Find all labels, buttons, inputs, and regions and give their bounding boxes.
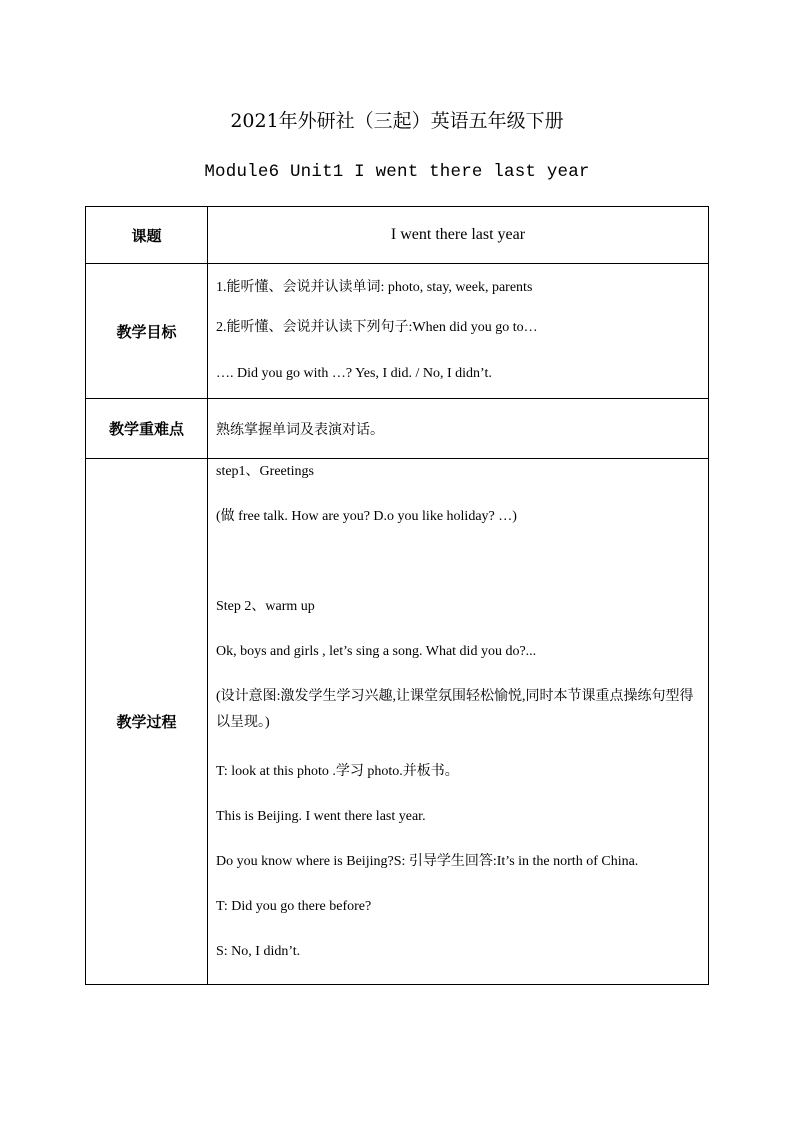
process-content	[208, 459, 709, 985]
key-points-value: 熟练掌握单词及表演对话。	[208, 399, 709, 459]
process-line: Step 2、warm up	[216, 599, 315, 614]
process-line: This is Beijing. I went there last year.	[216, 809, 426, 824]
goals-content	[208, 264, 709, 399]
process-label: 教学过程	[86, 459, 208, 985]
process-line: T: look at this photo .学习 photo.并板书。	[216, 764, 459, 779]
table-row-key-points	[86, 399, 709, 459]
goals-label: 教学目标	[86, 264, 208, 399]
goal-line-2: 2.能听懂、会说并认读下列句子:When did you go to…	[216, 320, 538, 335]
process-line: T: Did you go there before?	[216, 899, 372, 914]
document-title: 2021年外研社（三起）英语五年级下册	[230, 110, 564, 132]
lesson-plan-table	[85, 206, 709, 985]
key-points-label: 教学重难点	[86, 399, 208, 459]
goal-line-1: 1.能听懂、会说并认读单词: photo, stay, week, parents	[216, 280, 533, 295]
process-line: (做 free talk. How are you? D.o you like holiday? …)	[216, 509, 517, 524]
process-line: Do you know where is Beijing?S: 引导学生回答:It’s in the north of China.	[216, 854, 639, 869]
table-row-topic	[86, 207, 709, 264]
table-row-process	[86, 459, 709, 985]
topic-value: I went there last year	[208, 207, 709, 264]
topic-label: 课题	[86, 207, 208, 264]
process-line: S: No, I didn’t.	[216, 944, 301, 959]
table-row-goals	[86, 264, 709, 399]
process-blank-line	[216, 549, 708, 594]
process-line: step1、Greetings	[216, 464, 314, 479]
process-line: (设计意图:激发学生学习兴趣,让课堂氛围轻松愉悦,同时本节课重点操练句型得以呈现。)	[216, 689, 694, 730]
process-line: Ok, boys and girls , let’s sing a song. What did you do?...	[216, 644, 537, 659]
document-subtitle: Module6 Unit1 I went there last year	[204, 162, 590, 182]
goal-line-3: …. Did you go with …? Yes, I did. / No, I didn’t.	[216, 366, 492, 381]
